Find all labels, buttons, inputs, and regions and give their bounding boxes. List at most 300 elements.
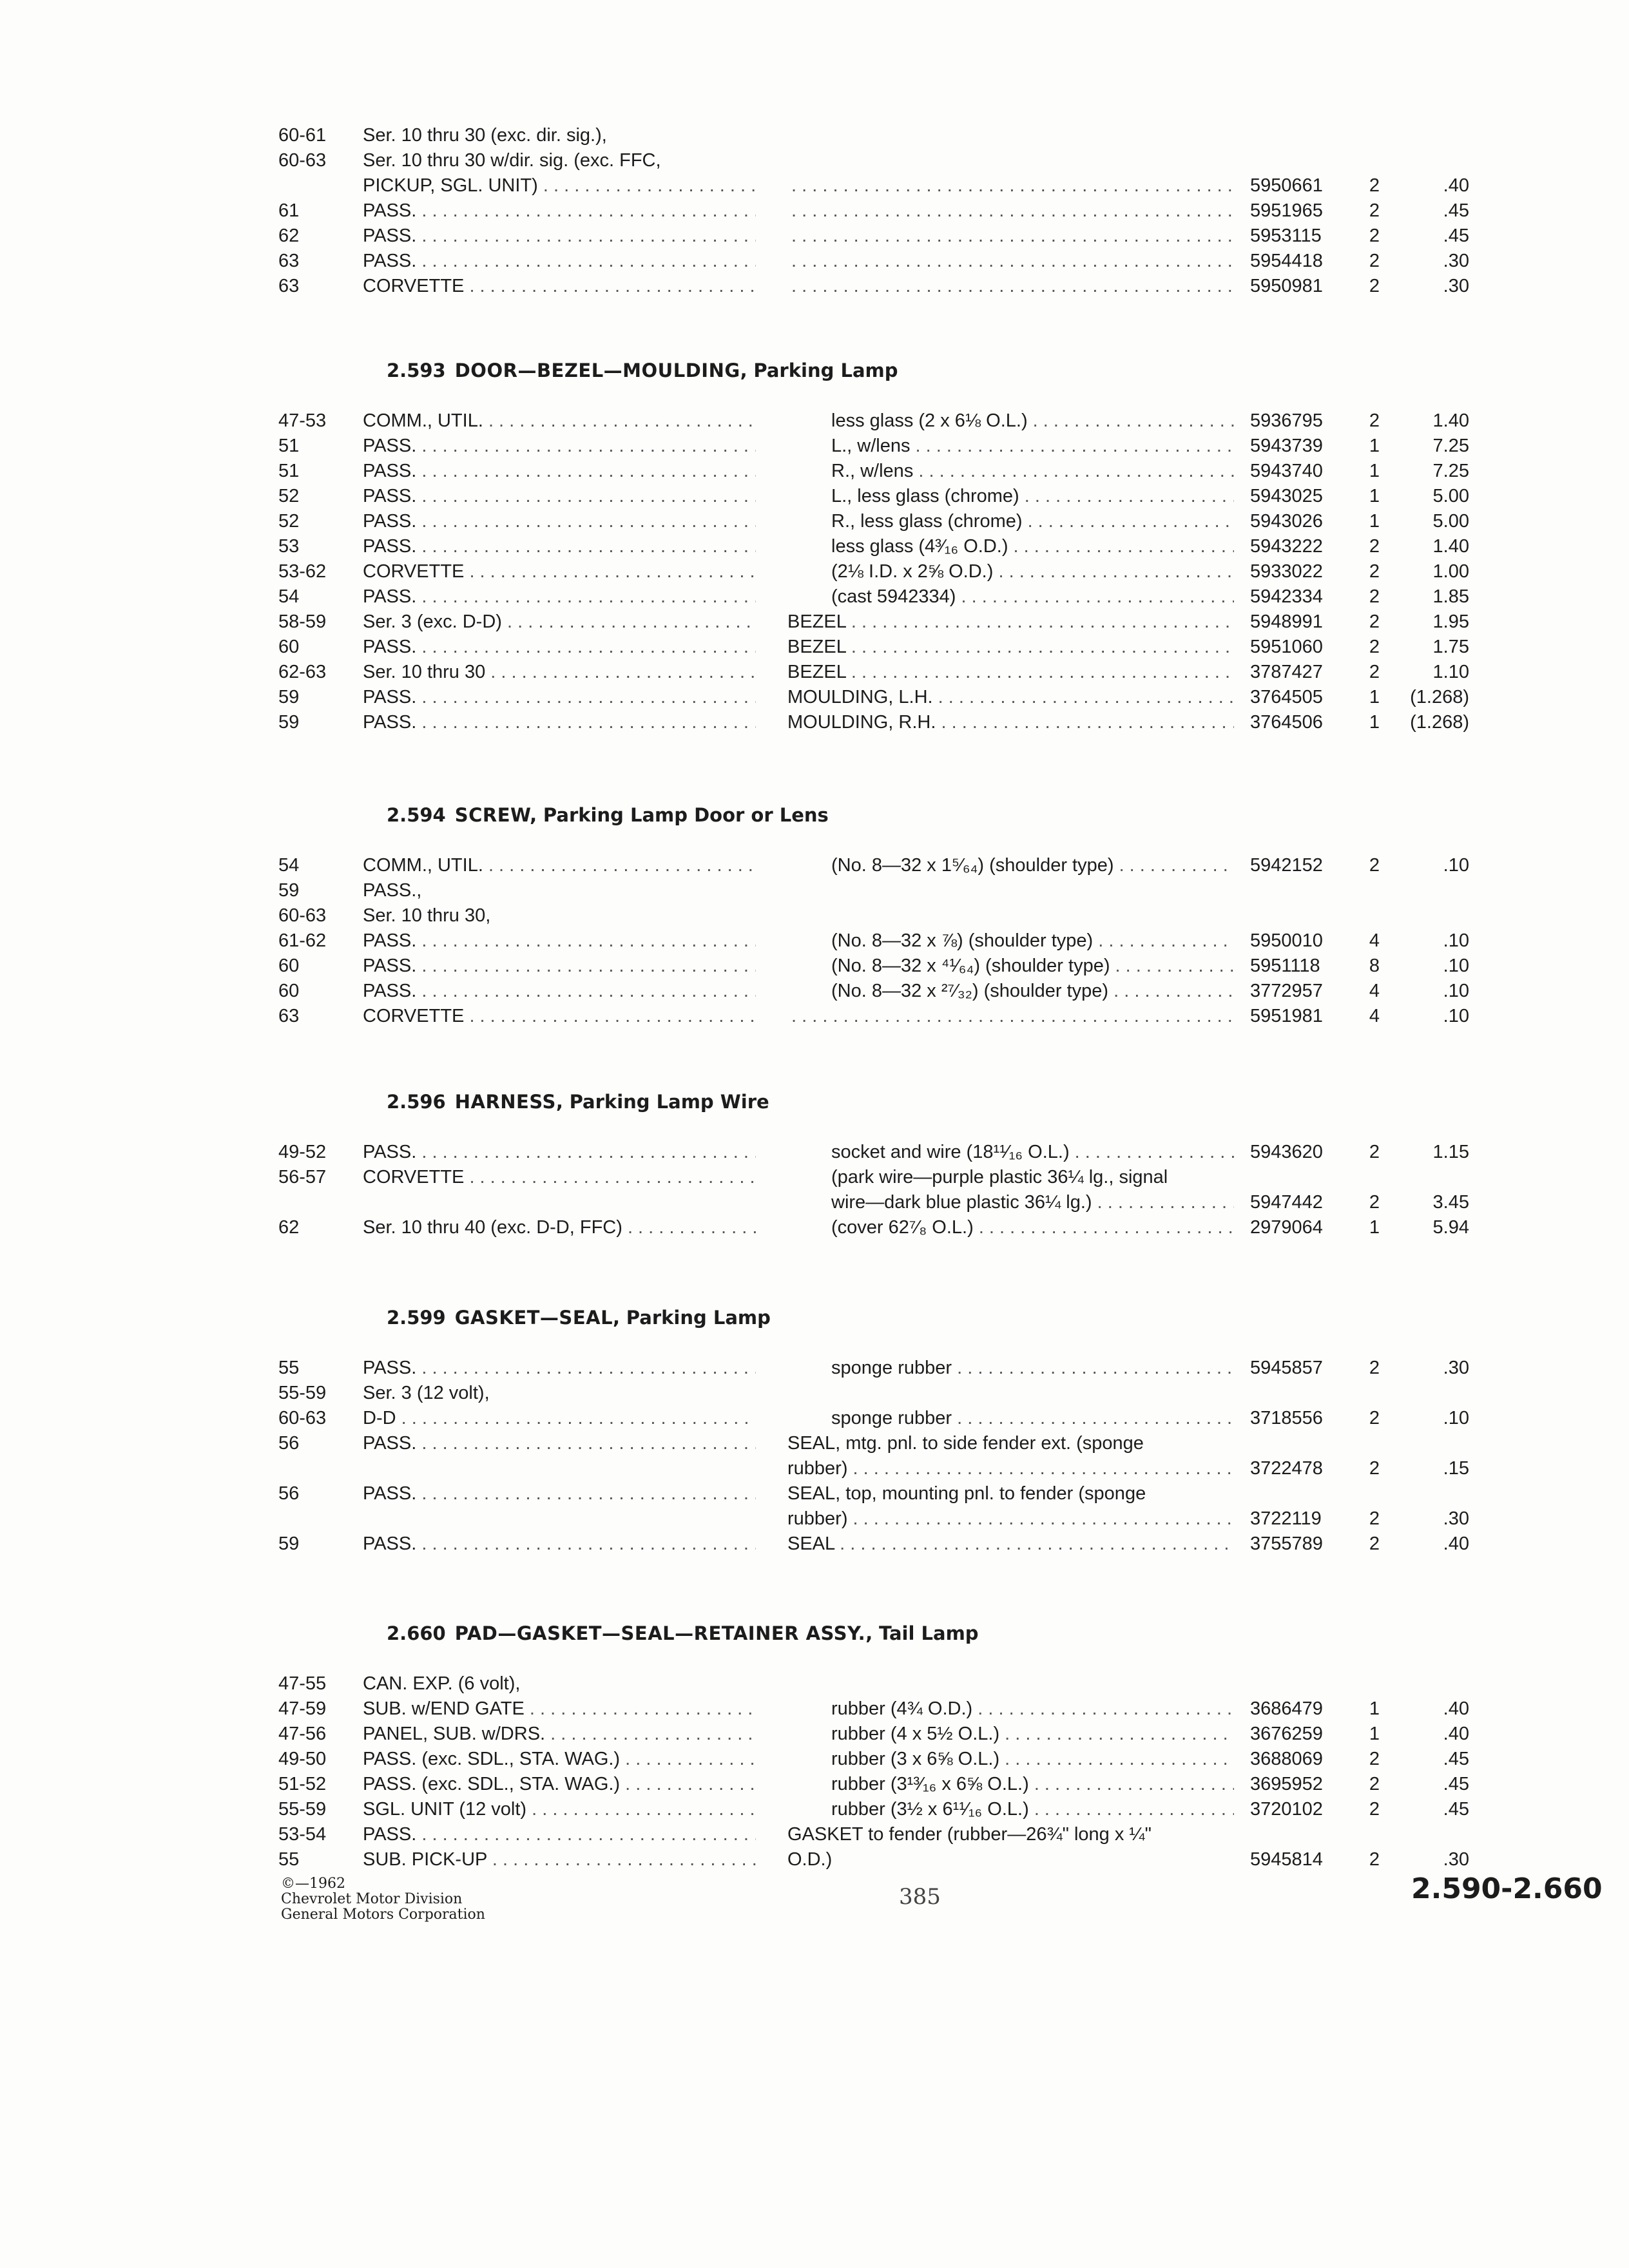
year-cell: 52	[278, 486, 300, 506]
model-text: PASS.	[363, 486, 417, 506]
model-cell	[363, 559, 756, 584]
year-cell: 63	[278, 276, 300, 296]
year-cell: 61-62	[278, 930, 327, 951]
year-cell: 52	[278, 511, 300, 532]
model-text: PASS.	[363, 461, 417, 481]
description-cell	[831, 1721, 1234, 1747]
section-subtitle: Parking Lamp	[753, 360, 898, 381]
part-number: 3695952	[1250, 1774, 1323, 1794]
year-cell: 56-57	[278, 1167, 327, 1187]
description-text: less glass (2 x 6⅛ O.L.)	[831, 410, 1028, 431]
table-row	[0, 273, 1629, 299]
part-number: 5951060	[1250, 637, 1323, 657]
part-number: 5943025	[1250, 486, 1323, 506]
model-text: Ser. 10 thru 40 (exc. D-D, FFC)	[363, 1217, 622, 1238]
description-cell	[831, 1405, 1234, 1431]
section-title: PAD—GASKET—SEAL—RETAINER ASSY.,	[454, 1622, 873, 1644]
description-cell	[787, 709, 1234, 735]
price: .45	[1443, 226, 1469, 246]
description-cell	[791, 223, 1234, 249]
model-cell	[363, 508, 756, 534]
model-text: CAN. EXP. (6 volt),	[363, 1673, 521, 1694]
price: 1.00	[1432, 561, 1469, 582]
part-number: 2979064	[1250, 1217, 1323, 1238]
model-cell	[363, 1847, 756, 1872]
part-number: 5950661	[1250, 175, 1323, 196]
year-cell: 62-63	[278, 662, 327, 682]
model-text: PASS.	[363, 1142, 417, 1162]
quantity: 1	[1369, 486, 1380, 506]
price: .45	[1443, 1799, 1469, 1820]
quantity: 2	[1369, 1142, 1380, 1162]
description-cell	[831, 852, 1234, 878]
section-heading	[387, 1089, 769, 1115]
section-title: HARNESS,	[454, 1091, 564, 1113]
description-cell	[831, 1215, 1234, 1240]
quantity: 1	[1369, 1724, 1380, 1744]
quantity: 2	[1369, 1774, 1380, 1794]
description-text: (No. 8—32 x ⁴¹⁄₆₄) (shoulder type)	[831, 956, 1110, 976]
table-row	[0, 173, 1629, 198]
description-text: BEZEL	[787, 637, 846, 657]
table-row	[0, 1721, 1629, 1747]
description-cell	[787, 1481, 1234, 1506]
year-cell: 63	[278, 251, 300, 271]
quantity: 2	[1369, 276, 1380, 296]
part-number: 5933022	[1250, 561, 1323, 582]
description-cell	[831, 1164, 1234, 1190]
description-text: (No. 8—32 x ²⁷⁄₃₂) (shoulder type)	[831, 981, 1109, 1001]
model-text: PICKUP, SGL. UNIT)	[363, 175, 538, 196]
price: 5.94	[1432, 1217, 1469, 1238]
model-cell	[363, 878, 756, 903]
model-text: CORVETTE	[363, 1006, 465, 1026]
model-cell	[363, 903, 756, 928]
part-number: 5945814	[1250, 1849, 1323, 1870]
footer-corporation: General Motors Corporation	[281, 1907, 485, 1923]
model-text: PASS.	[363, 1433, 417, 1454]
table-row	[0, 1189, 1629, 1215]
description-cell	[831, 1796, 1234, 1822]
price: 1.40	[1432, 536, 1469, 557]
part-number: 5954418	[1250, 251, 1323, 271]
quantity: 2	[1369, 1799, 1380, 1820]
quantity: 4	[1369, 1006, 1380, 1026]
table-row	[0, 408, 1629, 434]
description-text: rubber)	[787, 1508, 848, 1529]
price: .45	[1443, 1774, 1469, 1794]
part-number: 5943620	[1250, 1142, 1323, 1162]
table-row	[0, 584, 1629, 610]
year-cell: 60-63	[278, 905, 327, 926]
quantity: 2	[1369, 611, 1380, 632]
model-cell	[363, 1139, 756, 1165]
table-row	[0, 852, 1629, 878]
model-text: PASS.	[363, 586, 417, 607]
year-cell: 62	[278, 1217, 300, 1238]
model-text: Ser. 10 thru 30 w/dir. sig. (exc. FFC,	[363, 150, 661, 171]
year-cell: 55	[278, 1849, 300, 1870]
model-cell	[363, 1215, 756, 1240]
price: 5.00	[1432, 486, 1469, 506]
part-number: 3787427	[1250, 662, 1323, 682]
table-row	[0, 1430, 1629, 1456]
model-text: PASS.	[363, 536, 417, 557]
description-text: wire—dark blue plastic 36¼ lg.)	[831, 1192, 1092, 1213]
description-text: MOULDING, L.H.	[787, 687, 933, 707]
model-text: CORVETTE	[363, 276, 465, 296]
table-row	[0, 1671, 1629, 1696]
table-row	[0, 878, 1629, 903]
price: (1.268)	[1410, 712, 1469, 733]
section-number: 2.594	[387, 804, 446, 826]
table-row	[0, 223, 1629, 249]
description-text: SEAL, mtg. pnl. to side fender ext. (sponge	[787, 1433, 1144, 1454]
quantity: 2	[1369, 226, 1380, 246]
description-text: rubber (4¾ O.D.)	[831, 1698, 973, 1719]
model-text: PASS. (exc. SDL., STA. WAG.)	[363, 1774, 621, 1794]
price: 1.75	[1432, 637, 1469, 657]
model-text: PASS.	[363, 1358, 417, 1378]
price: 7.25	[1432, 436, 1469, 456]
quantity: 2	[1369, 251, 1380, 271]
quantity: 2	[1369, 662, 1380, 682]
price: .40	[1443, 1724, 1469, 1744]
table-row	[0, 1771, 1629, 1797]
part-number: 3755789	[1250, 1533, 1323, 1554]
part-number: 3676259	[1250, 1724, 1323, 1744]
description-text: sponge rubber	[831, 1408, 952, 1428]
part-number: 5942152	[1250, 855, 1323, 876]
year-cell: 60-63	[278, 1408, 327, 1428]
quantity: 1	[1369, 712, 1380, 733]
description-text: less glass (4³⁄₁₆ O.D.)	[831, 536, 1008, 557]
price: .30	[1443, 1508, 1469, 1529]
section-title: SCREW,	[454, 804, 537, 826]
description-cell	[791, 1003, 1234, 1029]
model-cell	[363, 433, 756, 459]
quantity: 2	[1369, 410, 1380, 431]
year-cell: 53	[278, 536, 300, 557]
model-text: PASS.	[363, 956, 417, 976]
price: 1.15	[1432, 1142, 1469, 1162]
model-text: Ser. 10 thru 30	[363, 662, 486, 682]
model-cell	[363, 584, 756, 610]
part-number: 3688069	[1250, 1749, 1323, 1769]
description-text: BEZEL	[787, 662, 846, 682]
model-cell	[363, 1380, 756, 1406]
table-row	[0, 433, 1629, 459]
part-number: 5950010	[1250, 930, 1323, 951]
section-heading	[387, 1305, 771, 1331]
section-range: 2.590-2.660	[1411, 1872, 1603, 1905]
description-text: rubber (4 x 5½ O.L.)	[831, 1724, 1000, 1744]
price: .40	[1443, 1533, 1469, 1554]
description-cell	[831, 1696, 1234, 1722]
model-cell	[363, 1481, 756, 1506]
table-row	[0, 1746, 1629, 1772]
part-number: 3722119	[1250, 1508, 1322, 1529]
quantity: 2	[1369, 200, 1380, 221]
year-cell: 60-63	[278, 150, 327, 171]
model-text: Ser. 3 (12 volt),	[363, 1383, 490, 1403]
model-cell	[363, 1355, 756, 1381]
description-cell	[831, 584, 1234, 610]
model-text: PASS.	[363, 637, 417, 657]
table-row	[0, 1355, 1629, 1381]
section-subtitle: Parking Lamp	[626, 1307, 771, 1329]
model-text: Ser. 10 thru 30 (exc. dir. sig.),	[363, 125, 607, 146]
part-number: 5942334	[1250, 586, 1323, 607]
description-text: R., less glass (chrome)	[831, 511, 1023, 532]
price: 1.40	[1432, 410, 1469, 431]
table-row	[0, 122, 1629, 148]
year-cell: 60	[278, 637, 300, 657]
model-cell	[363, 1164, 756, 1190]
price: 5.00	[1432, 511, 1469, 532]
part-number: 5945857	[1250, 1358, 1323, 1378]
description-text: rubber (3 x 6⅝ O.L.)	[831, 1749, 1000, 1769]
part-number: 5951118	[1250, 956, 1320, 976]
description-cell	[831, 953, 1234, 979]
model-cell	[363, 273, 756, 299]
table-row	[0, 609, 1629, 635]
model-text: SGL. UNIT (12 volt)	[363, 1799, 527, 1820]
model-cell	[363, 928, 756, 954]
table-row	[0, 458, 1629, 484]
part-number: 5936795	[1250, 410, 1323, 431]
model-text: COMM., UTIL.	[363, 410, 483, 431]
model-text: PASS.	[363, 251, 417, 271]
quantity: 4	[1369, 981, 1380, 1001]
table-row	[0, 1821, 1629, 1847]
description-text: GASKET to fender (rubber—26¾" long x ¼"	[787, 1824, 1152, 1845]
model-text: SUB. PICK-UP	[363, 1849, 487, 1870]
section-subtitle: Parking Lamp Wire	[569, 1091, 769, 1113]
table-row	[0, 1405, 1629, 1431]
quantity: 8	[1369, 956, 1380, 976]
year-cell: 53-54	[278, 1824, 327, 1845]
model-text: CORVETTE	[363, 1167, 465, 1187]
table-row	[0, 198, 1629, 224]
year-cell: 59	[278, 687, 300, 707]
quantity: 1	[1369, 436, 1380, 456]
footer-company: Chevrolet Motor Division	[281, 1891, 463, 1907]
year-cell: 47-59	[278, 1698, 327, 1719]
table-row	[0, 928, 1629, 954]
part-number: 5953115	[1250, 226, 1322, 246]
year-cell: 60-61	[278, 125, 327, 146]
model-cell	[363, 852, 756, 878]
model-text: PASS.	[363, 1824, 417, 1845]
year-cell: 60	[278, 981, 300, 1001]
description-text: (park wire—purple plastic 36¼ lg., signal	[831, 1167, 1168, 1187]
price: .10	[1443, 1408, 1469, 1428]
year-cell: 49-52	[278, 1142, 327, 1162]
table-row	[0, 483, 1629, 509]
model-cell	[363, 148, 756, 173]
section-title: DOOR—BEZEL—MOULDING,	[454, 360, 748, 381]
table-row	[0, 1164, 1629, 1190]
price: .10	[1443, 930, 1469, 951]
price: .10	[1443, 956, 1469, 976]
description-cell	[787, 1456, 1234, 1481]
table-row	[0, 148, 1629, 173]
part-number: 5943222	[1250, 536, 1323, 557]
model-cell	[363, 408, 756, 434]
model-cell	[363, 1671, 756, 1696]
part-number: 3764506	[1250, 712, 1323, 733]
footer-copyright: ©—1962	[281, 1876, 345, 1892]
year-cell: 56	[278, 1483, 300, 1504]
quantity: 2	[1369, 1192, 1380, 1213]
description-cell	[787, 609, 1234, 635]
table-row	[0, 1696, 1629, 1722]
description-cell	[791, 173, 1234, 198]
model-cell	[363, 458, 756, 484]
section-number: 2.596	[387, 1091, 446, 1113]
section-number: 2.593	[387, 360, 446, 381]
table-row	[0, 659, 1629, 685]
description-cell	[831, 1189, 1234, 1215]
model-text: PASS.	[363, 1483, 417, 1504]
section-title: GASKET—SEAL,	[454, 1307, 621, 1329]
quantity: 2	[1369, 175, 1380, 196]
table-row	[0, 248, 1629, 274]
model-cell	[363, 198, 756, 224]
model-cell	[363, 223, 756, 249]
model-cell	[363, 122, 756, 148]
model-text: PASS.	[363, 511, 417, 532]
model-text: Ser. 3 (exc. D-D)	[363, 611, 502, 632]
model-text: PASS. (exc. SDL., STA. WAG.)	[363, 1749, 621, 1769]
table-row	[0, 508, 1629, 534]
description-cell	[791, 198, 1234, 224]
part-number: 3720102	[1250, 1799, 1323, 1820]
part-number: 3772957	[1250, 981, 1323, 1001]
quantity: 2	[1369, 1358, 1380, 1378]
description-text: SEAL, top, mounting pnl. to fender (sponge	[787, 1483, 1146, 1504]
year-cell: 59	[278, 712, 300, 733]
price: .40	[1443, 1698, 1469, 1719]
year-cell: 54	[278, 855, 300, 876]
description-text: rubber (3¹³⁄₁₆ x 6⅝ O.L.)	[831, 1774, 1029, 1794]
quantity: 2	[1369, 1749, 1380, 1769]
description-cell	[787, 1847, 1234, 1872]
year-cell: 58-59	[278, 611, 327, 632]
model-cell	[363, 173, 756, 198]
table-row	[0, 1481, 1629, 1506]
year-cell: 51-52	[278, 1774, 327, 1794]
description-cell	[831, 408, 1234, 434]
model-cell	[363, 1531, 756, 1557]
description-cell	[831, 458, 1234, 484]
model-cell	[363, 953, 756, 979]
description-cell	[787, 684, 1234, 710]
model-text: PASS.	[363, 200, 417, 221]
year-cell: 55-59	[278, 1799, 327, 1820]
description-text: sponge rubber	[831, 1358, 952, 1378]
table-row	[0, 1139, 1629, 1165]
year-cell: 62	[278, 226, 300, 246]
price: 1.95	[1432, 611, 1469, 632]
model-text: PASS.	[363, 436, 417, 456]
description-text: SEAL	[787, 1533, 835, 1554]
year-cell: 51	[278, 461, 300, 481]
page-number: 385	[899, 1884, 941, 1910]
footer-publisher	[281, 1876, 485, 1923]
model-text: SUB. w/END GATE	[363, 1698, 525, 1719]
model-cell	[363, 659, 756, 685]
part-number: 3718556	[1250, 1408, 1323, 1428]
year-cell: 63	[278, 1006, 300, 1026]
description-text: MOULDING, R.H.	[787, 712, 936, 733]
description-cell	[787, 1821, 1234, 1847]
section-heading	[387, 1620, 979, 1646]
model-cell	[363, 248, 756, 274]
table-row	[0, 684, 1629, 710]
description-cell	[787, 659, 1234, 685]
section-number: 2.599	[387, 1307, 446, 1329]
price: .40	[1443, 175, 1469, 196]
quantity: 2	[1369, 1533, 1380, 1554]
description-text: rubber (3½ x 6¹¹⁄₁₆ O.L.)	[831, 1799, 1029, 1820]
year-cell: 51	[278, 436, 300, 456]
price: 7.25	[1432, 461, 1469, 481]
price: .15	[1443, 1458, 1469, 1479]
description-text: (cover 62⁷⁄₈ O.L.)	[831, 1217, 974, 1238]
table-row	[0, 1847, 1629, 1872]
description-cell	[831, 533, 1234, 559]
model-text: PASS.,	[363, 880, 422, 901]
description-cell	[831, 1746, 1234, 1772]
quantity: 1	[1369, 511, 1380, 532]
part-number: 5951981	[1250, 1006, 1323, 1026]
year-cell: 60	[278, 956, 300, 976]
model-cell	[363, 709, 756, 735]
price: .10	[1443, 981, 1469, 1001]
price: 1.10	[1432, 662, 1469, 682]
price: .45	[1443, 1749, 1469, 1769]
quantity: 2	[1369, 1458, 1380, 1479]
year-cell: 47-56	[278, 1724, 327, 1744]
model-cell	[363, 1796, 756, 1822]
model-text: PASS.	[363, 712, 417, 733]
model-cell	[363, 1721, 756, 1747]
part-number: 5943740	[1250, 461, 1323, 481]
part-number: 3764505	[1250, 687, 1323, 707]
description-cell	[787, 1531, 1234, 1557]
section-subtitle: Parking Lamp Door or Lens	[543, 804, 829, 826]
description-cell	[831, 1771, 1234, 1797]
description-cell	[787, 1506, 1234, 1532]
description-text: L., w/lens	[831, 436, 911, 456]
description-cell	[791, 273, 1234, 299]
section-heading	[387, 358, 898, 383]
model-cell	[363, 1003, 756, 1029]
model-text: CORVETTE	[363, 561, 465, 582]
description-text: (No. 8—32 x 1⁵⁄₆₄) (shoulder type)	[831, 855, 1114, 876]
description-cell	[831, 1139, 1234, 1165]
section-subtitle: Tail Lamp	[878, 1622, 979, 1644]
year-cell: 59	[278, 880, 300, 901]
quantity: 1	[1369, 1698, 1380, 1719]
part-number: 3686479	[1250, 1698, 1323, 1719]
quantity: 1	[1369, 687, 1380, 707]
model-cell	[363, 1771, 756, 1797]
model-cell	[363, 634, 756, 660]
price: .30	[1443, 1849, 1469, 1870]
